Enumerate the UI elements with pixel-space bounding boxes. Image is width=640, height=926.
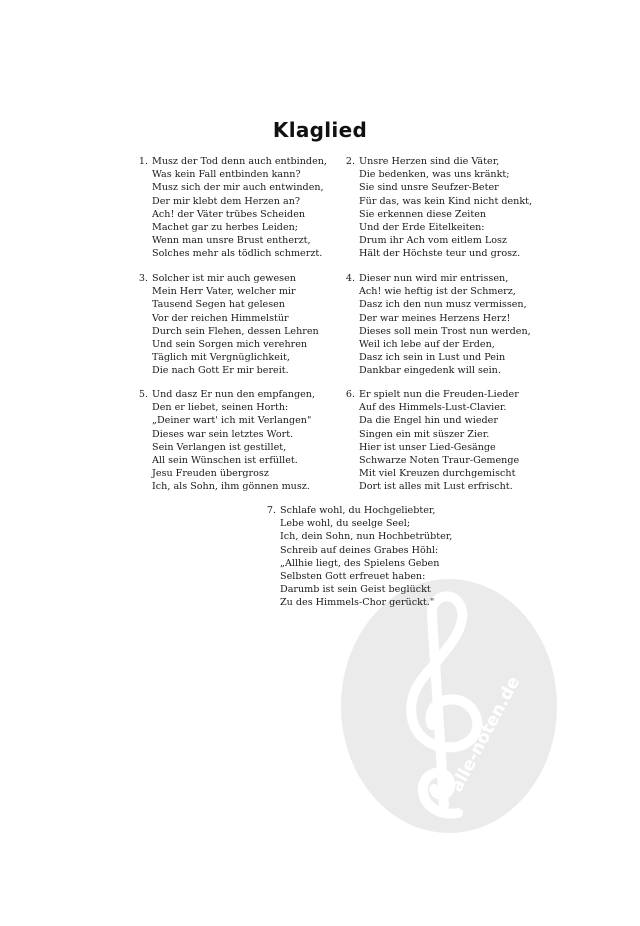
- verse-line: Mein Herr Vater, welcher mir: [152, 286, 296, 298]
- verse-line: Sein Verlangen ist gestillet,: [152, 441, 287, 453]
- verse-line: Musz sich der mir auch entwinden,: [152, 182, 324, 194]
- verse-line: Täglich mit Vergnüglichkeit,: [152, 352, 290, 364]
- verse-line: Darumb ist sein Geist beglückt: [280, 584, 431, 596]
- verse-line: Machet gar zu herbes Leiden;: [152, 221, 299, 233]
- verse-line: Wenn man unsre Brust entherzt,: [152, 235, 311, 247]
- stanza-lines: [359, 155, 532, 261]
- verse-line: Und der Erde Eitelkeiten:: [359, 221, 485, 233]
- verse-line: Lebe wohl, du seelge Seel;: [280, 518, 411, 530]
- verse-line: Dieses soll mein Trost nun werden,: [359, 325, 531, 337]
- verse-line: Jesu Freuden übergrosz: [152, 468, 269, 480]
- verse-line: Musz der Tod denn auch entbinden,: [152, 156, 327, 167]
- verse-line: Schwarze Noten Traur-Gemenge: [359, 454, 520, 466]
- verse-line: Dieser nun wird mir entrissen,: [359, 273, 509, 284]
- verse-line: Dort ist alles mit Lust erfrischt.: [359, 481, 513, 493]
- verse-line: Ich, als Sohn, ihm gönnen musz.: [152, 481, 310, 493]
- verse-line: Ich, dein Sohn, nun Hochbetrübter,: [280, 531, 453, 543]
- verse-line: Drum ihr Ach vom eitlem Losz: [359, 235, 507, 247]
- verse-line: Zu des Himmels-Chor gerückt.": [280, 597, 435, 609]
- verse-line: Tausend Segen hat gelesen: [152, 299, 285, 311]
- treble-clef-watermark-icon: [340, 575, 558, 833]
- verse-line: Weil ich lebe auf der Erden,: [359, 338, 495, 350]
- stanza-number: 6.: [345, 389, 355, 400]
- verse-line: Hier ist unser Lied-Gesänge: [359, 441, 496, 453]
- verse-line: Dieses war sein letztes Wort.: [152, 428, 294, 440]
- verse-line: „Allhie liegt, des Spielens Geben: [280, 557, 440, 569]
- verse-line: Was kein Fall entbinden kann?: [152, 169, 301, 181]
- verse-line: Dasz ich sein in Lust und Pein: [359, 352, 506, 364]
- stanza-number: 4.: [345, 273, 355, 284]
- verse-line: Dankbar eingedenk will sein.: [359, 365, 501, 377]
- verse-line: Schlafe wohl, du Hochgeliebter,: [280, 505, 436, 516]
- verse-line: Sie erkennen diese Zeiten: [359, 208, 487, 220]
- stanza-lines: [152, 155, 327, 261]
- verse-line: Mit viel Kreuzen durchgemischt: [359, 468, 516, 480]
- verse-line: Ach! der Väter trübes Scheiden: [152, 208, 306, 220]
- verse-line: Da die Engel hin und wieder: [359, 415, 498, 427]
- verse-line: Die nach Gott Er mir bereit.: [152, 365, 289, 377]
- verse-line: Solches mehr als tödlich schmerzt.: [152, 248, 323, 260]
- stanza-number: 1.: [138, 156, 148, 167]
- verse-line: Auf des Himmels-Lust-Clavier.: [359, 402, 507, 414]
- watermark-text: alle-noten.de: [446, 673, 525, 796]
- verse-line: Solcher ist mir auch gewesen: [152, 273, 296, 284]
- verse-line: Der war meines Herzens Herz!: [359, 312, 511, 324]
- verse-line: Hält der Höchste teur und grosz.: [359, 248, 521, 260]
- verse-line: Sie sind unsre Seufzer-Beter: [359, 182, 499, 194]
- stanza-lines: [359, 388, 519, 494]
- verse-line: All sein Wünschen ist erfüllet.: [152, 454, 298, 466]
- stanza-number: 5.: [138, 389, 148, 400]
- stanza-number: 3.: [138, 273, 148, 284]
- verse-line: Unsre Herzen sind die Väter,: [359, 156, 500, 167]
- stanza-lines: [152, 388, 315, 494]
- verse-line: „Deiner wart' ich mit Verlangen": [152, 415, 312, 427]
- stanza-lines: [280, 504, 452, 610]
- verse-line: Er spielt nun die Freuden-Lieder: [359, 389, 519, 400]
- verse-line: Der mir klebt dem Herzen an?: [152, 195, 301, 207]
- verse-line: Ach! wie heftig ist der Schmerz,: [359, 286, 516, 298]
- verse-line: Und dasz Er nun den empfangen,: [152, 389, 316, 400]
- stanza-number: 7.: [266, 505, 276, 516]
- verse-line: Vor der reichen Himmelstür: [152, 312, 289, 324]
- stanza-lines: [359, 272, 531, 378]
- verse-line: Die bedenken, was uns kränkt;: [359, 169, 510, 181]
- verse-line: Und sein Sorgen mich verehren: [152, 338, 308, 350]
- verse-line: Den er liebet, seinen Horth:: [152, 402, 289, 414]
- verse-line: Für das, was kein Kind nicht denkt,: [359, 195, 533, 207]
- verse-line: Selbsten Gott erfreuet haben:: [280, 570, 426, 582]
- verse-line: Dasz ich den nun musz vermissen,: [359, 299, 527, 311]
- verse-line: Durch sein Flehen, dessen Lehren: [152, 325, 319, 337]
- stanza-lines: [152, 272, 319, 378]
- verse-line: Singen ein mit süszer Zier.: [359, 428, 490, 440]
- verse-line: Schreib auf deines Grabes Höhl:: [280, 544, 439, 556]
- stanza-number: 2.: [345, 156, 355, 167]
- page-title: Klaglied: [272, 118, 368, 142]
